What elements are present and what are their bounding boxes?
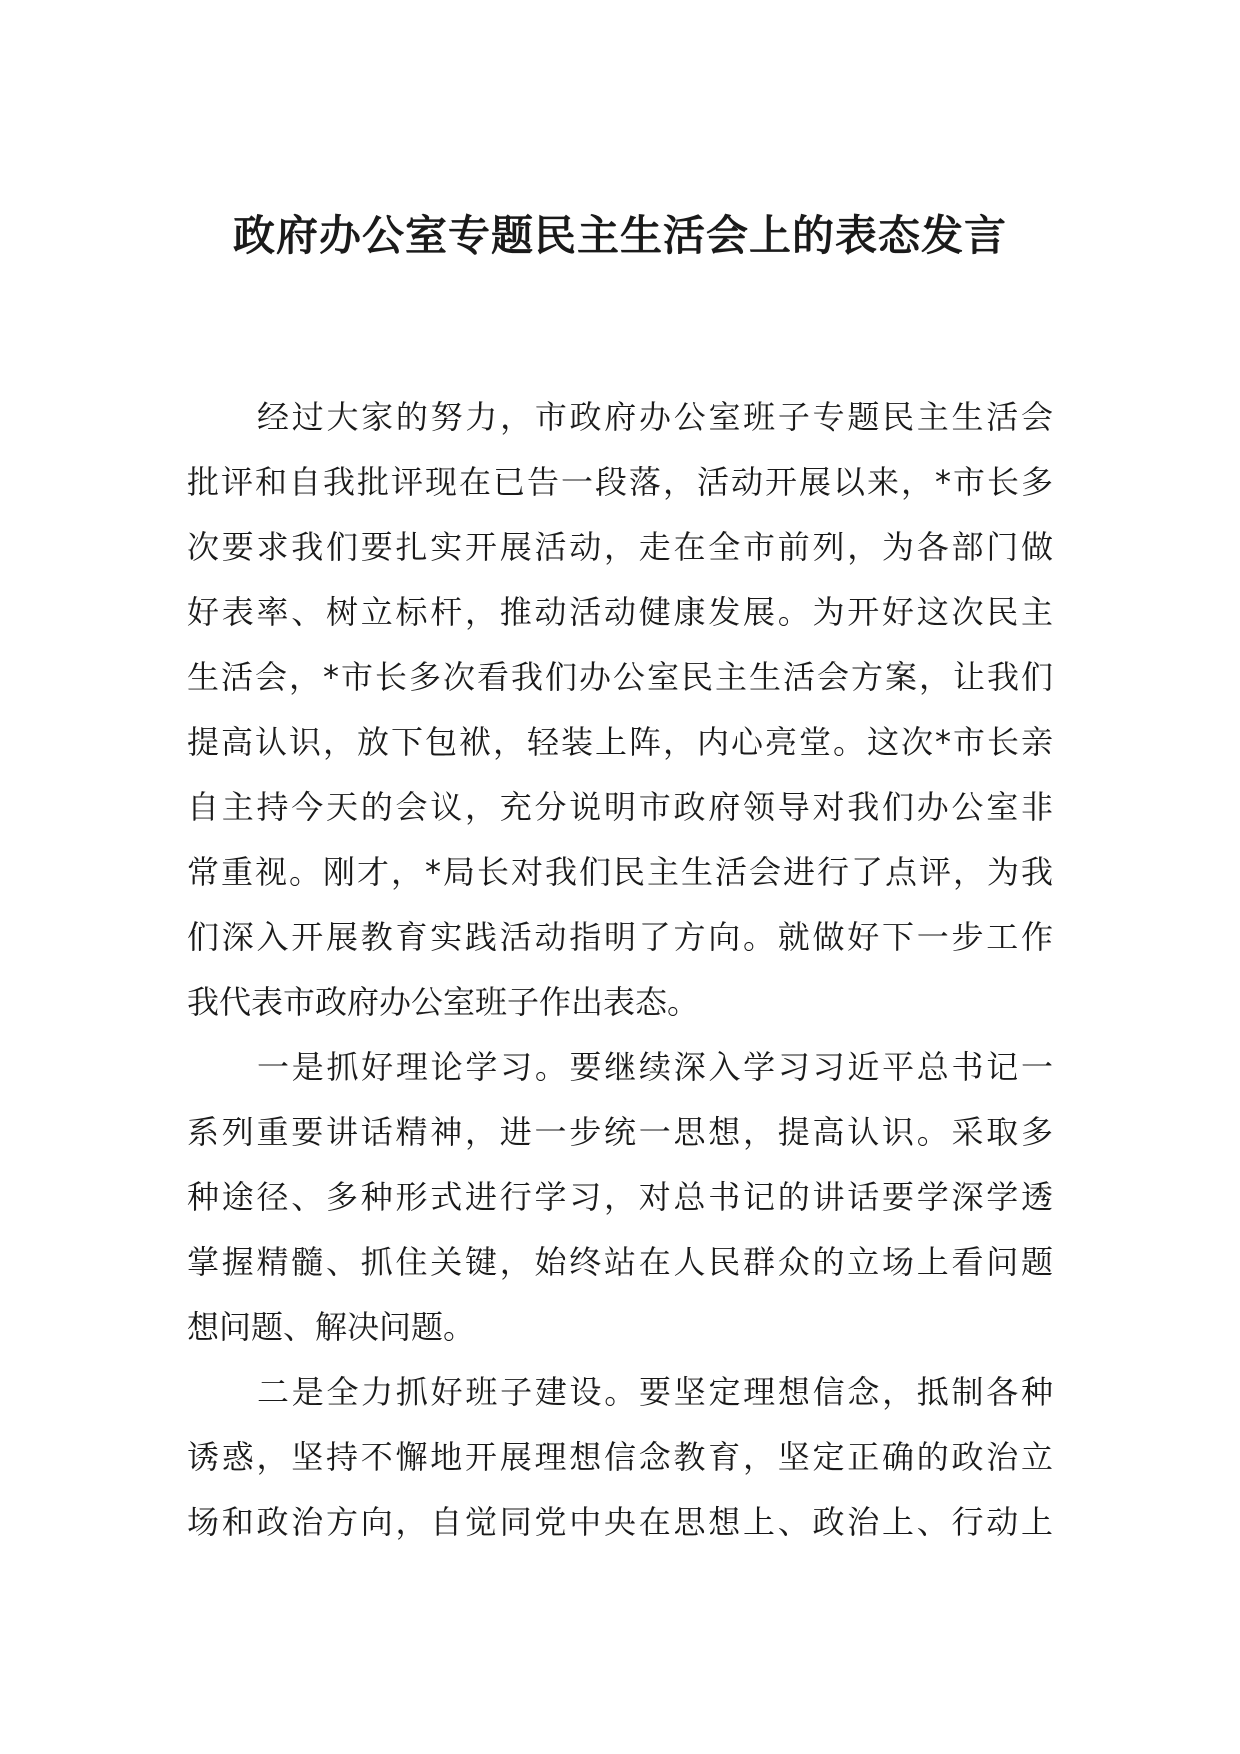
paragraph-3-line-3: 场和政治方向，自觉同党中央在思想上、政治上、行动上 — [187, 1503, 1053, 1541]
paragraph-2-line-5: 想问题、解决问题。 — [187, 1308, 476, 1346]
paragraph-1-line-5: 生活会，*市长多次看我们办公室民主生活会方案，让我们 — [187, 658, 1053, 696]
document-title: 政府办公室专题民主生活会上的表态发言 — [232, 211, 1007, 260]
document-body — [187, 385, 1053, 1555]
paragraph-1-line-10: 我代表市政府办公室班子作出表态。 — [187, 983, 700, 1021]
paragraph-1-line-9: 们深入开展教育实践活动指明了方向。就做好下一步工作 — [187, 918, 1053, 956]
paragraph-2-line-1: 一是抓好理论学习。要继续深入学习习近平总书记一 — [257, 1048, 1053, 1086]
paragraph-1-line-8: 常重视。刚才，*局长对我们民主生活会进行了点评，为我 — [187, 853, 1053, 891]
paragraph-1-line-3: 次要求我们要扎实开展活动，走在全市前列，为各部门做 — [187, 528, 1053, 566]
paragraph-1-line-6: 提高认识，放下包袱，轻装上阵，内心亮堂。这次*市长亲 — [187, 723, 1053, 761]
paragraph-2-line-4: 掌握精髓、抓住关键，始终站在人民群众的立场上看问题 — [187, 1243, 1053, 1281]
paragraph-1-line-4: 好表率、树立标杆，推动活动健康发展。为开好这次民主 — [187, 593, 1053, 631]
paragraph-1-line-2: 批评和自我批评现在已告一段落，活动开展以来，*市长多 — [187, 463, 1053, 501]
paragraph-1-line-7: 自主持今天的会议，充分说明市政府领导对我们办公室非 — [187, 788, 1053, 826]
paragraph-3-line-2: 诱惑，坚持不懈地开展理想信念教育，坚定正确的政治立 — [187, 1438, 1053, 1476]
paragraph-2-line-2: 系列重要讲话精神，进一步统一思想，提高认识。采取多 — [187, 1113, 1053, 1151]
paragraph-2-line-3: 种途径、多种形式进行学习，对总书记的讲话要学深学透 — [187, 1178, 1053, 1216]
paragraph-1-line-1: 经过大家的努力，市政府办公室班子专题民主生活会 — [257, 398, 1053, 436]
paragraph-3-line-1: 二是全力抓好班子建设。要坚定理想信念，抵制各种 — [257, 1373, 1053, 1411]
